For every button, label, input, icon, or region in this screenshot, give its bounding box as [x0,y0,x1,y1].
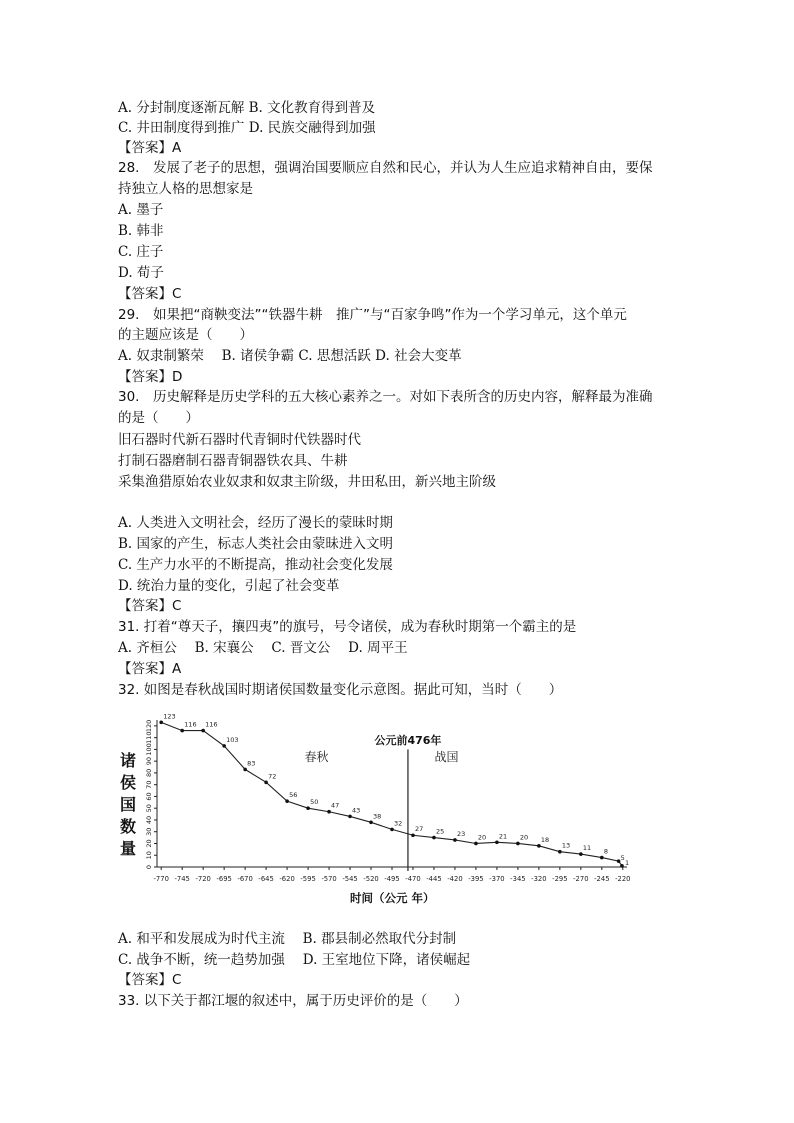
q30-table-row1: 旧石器时代新石器时代青铜时代铁器时代 [118,432,361,448]
y-tick-label: 40 [145,815,153,825]
data-label: 32 [394,819,403,828]
y-tick-label: 0 [145,864,153,870]
x-tick-label: -495 [384,875,400,883]
x-tick-label: -595 [300,875,316,883]
y-tick-label: 70 [145,780,153,789]
data-point [495,841,499,845]
data-point [327,810,331,814]
region-label-chunqiu: 春秋 [304,750,329,765]
q30-option-b: B. 国家的产生，标志人类社会由蒙昧进入文明 [118,536,394,552]
data-label: 5 [620,854,625,863]
chart-ylabel: 诸侯国数量 [117,752,137,862]
data-point [579,852,583,856]
data-label: 27 [414,825,424,834]
q30-table-row3: 采集渔猎原始农业奴隶和奴隶主阶级，井田私田，新兴地主阶级 [118,474,496,490]
data-point [222,744,226,748]
q29-answer: 【答案】D [118,369,183,385]
y-tick-label: 110 [145,731,153,744]
data-label: 103 [226,735,239,744]
x-tick-label: -320 [531,875,547,883]
q32-options-line2: C. 战争不断，统一趋势加强 D. 王室地位下降，诸侯崛起 [118,952,471,968]
q31-answer: 【答案】A [118,661,182,677]
data-point [620,864,624,868]
q28-option-a: A. 墨子 [118,202,164,218]
data-label: 13 [561,841,571,850]
data-point [474,842,478,846]
q28-option-d: D. 荀子 [118,265,164,281]
data-point [348,815,352,819]
era-divider [304,733,458,871]
data-label: 21 [498,832,508,841]
q33-stem: 33. 以下关于都江堰的叙述中，属于历史评价的是（ ） [118,993,468,1009]
data-label: 23 [456,829,466,838]
q31-stem: 31. 打着“尊天子，攘四夷”的旗号，号令诸侯，成为春秋时期第一个霸主的是 [118,619,577,635]
data-point [537,844,541,848]
x-tick-label: -570 [321,875,337,883]
q32-stem: 32. 如图是春秋战国时期诸侯国数量变化示意图。据此可知，当时（ ） [118,682,563,698]
q29-options: A. 奴隶制繁荣 B. 诸侯争霸 C. 思想活跃 D. 社会大变革 [118,348,462,364]
q27-options-line1: A. 分封制度逐渐瓦解 B. 文化教育得到普及 [118,100,376,116]
data-point [243,768,247,772]
data-label: 50 [310,798,319,807]
q28-answer: 【答案】C [118,286,182,302]
data-point [201,729,205,733]
data-label: 72 [268,772,277,781]
data-label: 116 [205,720,218,729]
q30-answer: 【答案】C [118,598,182,614]
x-tick-label: -420 [447,875,463,883]
y-tick-label: 30 [145,827,153,836]
data-label: 83 [247,759,256,768]
data-point [264,781,268,785]
q29-stem-line2: 的主题应该是（ ） [118,327,253,343]
chart-xlabel: 时间（公元 年） [350,891,435,905]
data-label: 1 [624,858,630,867]
x-tick-label: -670 [237,875,253,883]
data-point [180,729,184,733]
x-tick-label: -470 [405,875,421,883]
data-point [516,842,520,846]
data-label: 56 [289,791,298,800]
q30-option-c: C. 生产力水平的不断提高，推动社会变化发展 [118,557,393,573]
q28-option-c: C. 庄子 [118,244,164,260]
data-point [159,721,163,725]
y-tick-label: 10 [145,851,153,860]
y-axis [145,720,157,869]
y-tick-label: 60 [145,792,153,801]
data-label: 20 [519,833,529,842]
x-tick-label: -370 [489,875,505,883]
y-tick-label: 100 [145,743,153,756]
x-tick-label: -645 [258,875,274,883]
x-tick-label: -770 [153,875,169,883]
data-label: 38 [373,812,382,821]
q31-options: A. 齐桓公 B. 宋襄公 C. 晋文公 D. 周平王 [118,640,408,656]
x-tick-label: -220 [615,875,631,883]
data-point [285,799,289,803]
y-tick-label: 50 [145,804,153,813]
data-point [411,833,415,837]
x-tick-label: -620 [279,875,295,883]
q32-answer: 【答案】C [118,972,182,988]
q27-options-line2: C. 井田制度得到推广 D. 民族交融得到加强 [118,120,376,136]
data-label: 8 [603,847,608,856]
data-label: 43 [352,806,361,815]
data-label: 123 [163,712,176,721]
data-label: 116 [184,720,197,729]
x-tick-label: -520 [363,875,379,883]
q30-option-d: D. 统治力量的变化，引起了社会变革 [118,578,340,594]
y-tick-label: 80 [145,768,153,778]
x-tick-label: -345 [510,875,526,883]
data-label: 20 [477,833,487,842]
divider-label: 公元前476年 [374,734,442,748]
q28-stem-line1: 28. 发展了老子的思想，强调治国要顺应自然和民心，并认为人生应追求精神自由，要保 [118,160,653,176]
data-point [432,836,436,840]
states-count-chart [115,712,640,907]
q28-option-b: B. 韩非 [118,223,164,239]
x-axis [153,867,630,883]
q30-table-row2: 打制石器磨制石器青铜器铁农具、牛耕 [118,453,348,469]
region-label-zhanguo: 战国 [434,750,459,765]
x-tick-label: -720 [195,875,211,883]
data-point [558,850,562,854]
x-tick-label: -295 [552,875,568,883]
data-label: 18 [540,835,550,844]
q32-options-line1: A. 和平和发展成为时代主流 B. 郡县制必然取代分封制 [118,931,457,947]
data-point [390,828,394,832]
data-label: 25 [435,827,445,836]
data-point [453,838,457,842]
q30-stem-line2: 的是（ ） [118,410,199,426]
data-point [600,856,604,860]
x-tick-label: -445 [426,875,442,883]
y-tick-label: 90 [145,757,153,766]
data-label: 11 [582,844,592,853]
q29-stem-line1: 29. 如果把“商鞅变法”“铁器牛耕 推广”与“百家争鸣”作为一个学习单元，这个单元 [118,307,627,323]
x-tick-label: -270 [573,875,589,883]
y-tick-label: 20 [145,839,153,848]
x-tick-label: -545 [342,875,358,883]
q30-stem-line1: 30. 历史解释是历史学科的五大核心素养之一。对如下表所含的历史内容，解释最为准确 [118,389,653,405]
x-tick-label: -395 [468,875,484,883]
x-tick-label: -745 [174,875,190,883]
x-tick-label: -245 [594,875,610,883]
y-tick-label: 120 [145,719,153,733]
data-point [369,821,373,825]
q30-option-a: A. 人类进入文明社会，经历了漫长的蒙昧时期 [118,515,393,531]
q28-stem-line2: 持独立人格的思想家是 [118,181,253,197]
x-tick-label: -695 [216,875,232,883]
data-label: 47 [331,801,340,810]
data-point [306,806,310,810]
q27-answer: 【答案】A [118,140,182,156]
